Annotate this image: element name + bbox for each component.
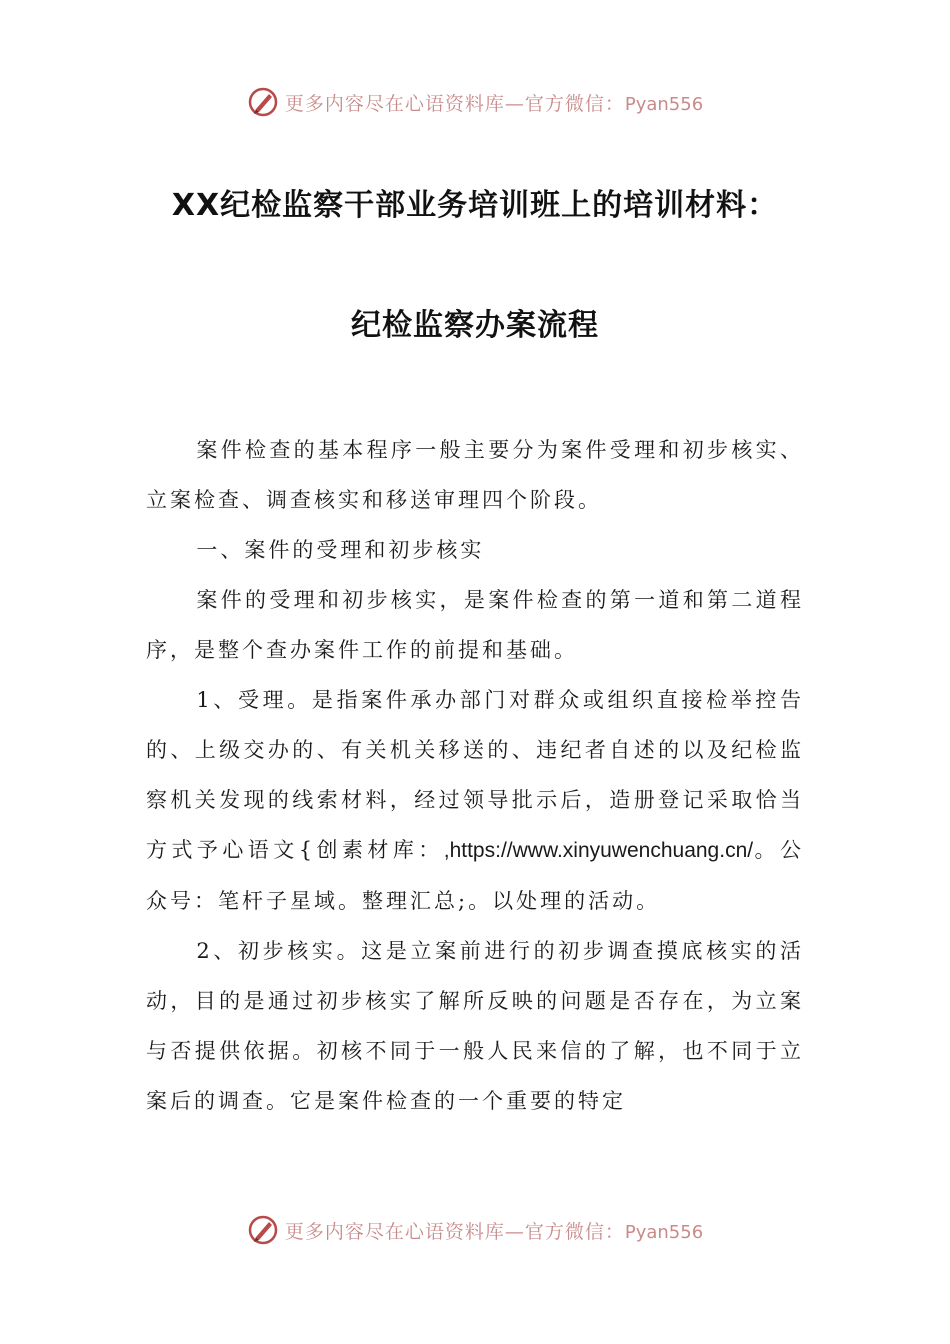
document-subtitle: 纪检监察办案流程 — [351, 308, 599, 343]
footer-watermark-banner — [0, 1210, 950, 1250]
url-text: ,https://www.xinyuwenchuang.cn/ — [443, 839, 754, 862]
pen-circle-logo-icon — [247, 86, 279, 118]
paragraph-intro: 案件检查的基本程序一般主要分为案件受理和初步核实、立案检查、调查核实和移送审理四个阶段。 — [146, 438, 804, 512]
watermark-text: 更多内容尽在心语资料库—官方微信：Pyan556 — [284, 1220, 704, 1243]
paragraph-section-intro: 案件的受理和初步核实，是案件检查的第一道和第二道程序，是整个查办案件工作的前提和基础。 — [146, 588, 804, 662]
wechat-id: Pyan556 — [624, 93, 704, 115]
document-title: XX纪检监察干部业务培训班上的培训材料： — [171, 188, 779, 223]
paragraph-receiving: 1、受理。是指案件承办部门对群众或组织直接检举控告的、上级交办的、有关机关移送的、违纪者自述的以及纪检监察机关发现的线索材料，经过领导批示后，造册登记采取恰当方式予心语文{创素材库：,https://www.xinyuwenchuang.cn/。公众号：笔杆子星域。整理汇总;。以处理的活动。 — [146, 688, 804, 913]
document-body — [146, 425, 804, 1126]
wechat-id: Pyan556 — [624, 1221, 704, 1243]
header-watermark-banner — [0, 82, 950, 122]
watermark-text: 更多内容尽在心语资料库—官方微信：Pyan556 — [284, 92, 704, 115]
paragraph-preliminary-check: 2、初步核实。这是立案前进行的初步调查摸底核实的活动，目的是通过初步核实了解所反映的问题是否存在，为立案与否提供依据。初核不同于一般人民来信的了解，也不同于立案后的调查。它是案件检查的一个重要的特定 — [146, 939, 804, 1113]
pen-circle-logo-icon — [247, 1214, 279, 1246]
section-heading: 一、案件的受理和初步核实 — [196, 538, 485, 562]
